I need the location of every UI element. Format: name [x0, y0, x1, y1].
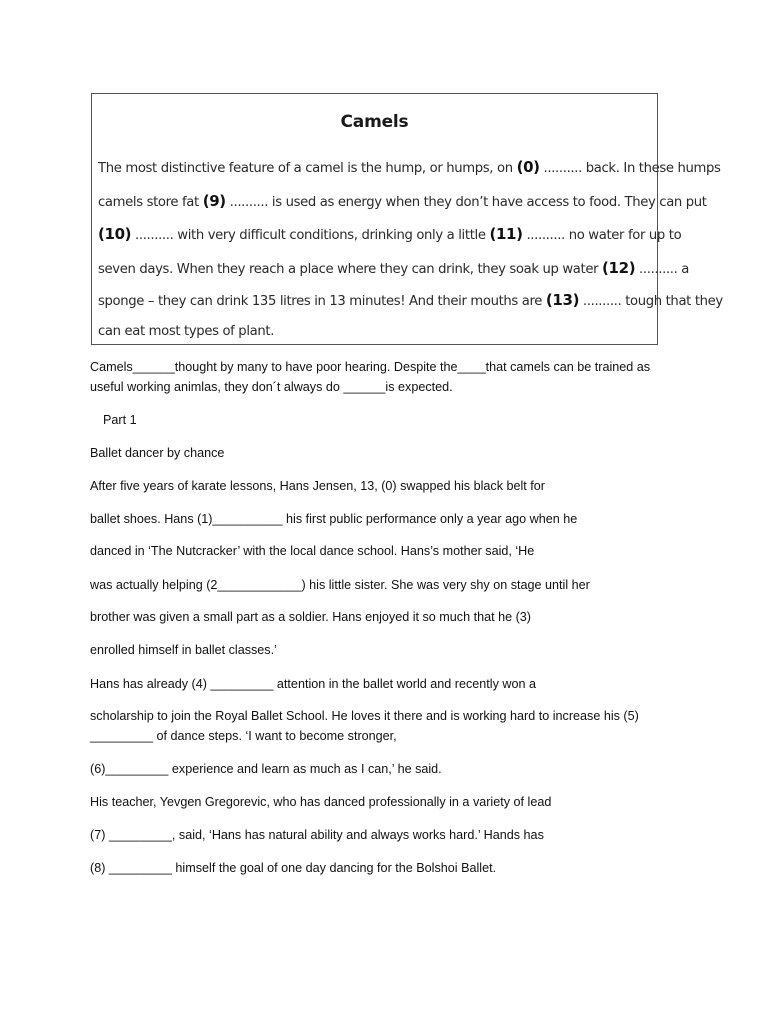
camels-line-6 [98, 324, 274, 339]
camels-text: .......... is used as energy when they don’t have access to food. They can put [225, 195, 707, 210]
camels-text: seven days. When they reach a place where they can drink, they soak up water [98, 262, 603, 277]
gap-number: (13) [545, 291, 580, 309]
ballet-line: _________ of dance steps. ‘I want to become stronger, [90, 729, 397, 743]
camels-text: .......... no water for up to [522, 228, 682, 243]
gap-number: (9) [202, 192, 226, 210]
ballet-line: scholarship to join the Royal Ballet School. He loves it there and is working hard to increase his (5) [90, 709, 639, 723]
camels-line-4 [98, 259, 689, 277]
camels-text: can eat most types of plant. [98, 324, 275, 339]
camels-line-5 [98, 291, 723, 309]
camels-text: .......... with very difficult conditions, drinking only a little [131, 228, 490, 243]
camels-text: .......... tough that they [579, 294, 723, 309]
camels-line-1 [98, 158, 721, 176]
part-label: Part 1 [103, 413, 137, 427]
ballet-line: ballet shoes. Hans (1)__________ his first public performance only a year ago when he [90, 512, 578, 526]
ballet-line: (6)_________ experience and learn as much as I can,’ he said. [90, 762, 442, 776]
gap-number: (0) [516, 158, 540, 176]
camels-text: .......... a [635, 262, 690, 277]
ballet-line: brother was given a small part as a soldier. Hans enjoyed it so much that he (3) [90, 610, 532, 624]
gap-number: (10) [98, 225, 132, 243]
camels-text: The most distinctive feature of a camel is the hump, or humps, on [98, 161, 517, 176]
ballet-line: (7) _________, said, ‘Hans has natural ability and always works hard.’ Hands has [90, 828, 544, 842]
camels-text: .......... back. In these humps [539, 161, 721, 176]
camels-line-2 [98, 192, 707, 210]
camels-exercise-image [91, 93, 723, 345]
ballet-line: was actually helping (2____________) his little sister. She was very shy on stage until her [90, 578, 590, 592]
camels-sentence-line-2: useful working animlas, they don´t always do ______is expected. [90, 380, 453, 394]
gap-number: (11) [489, 225, 523, 243]
ballet-line: After five years of karate lessons, Hans Jensen, 13, (0) swapped his black belt for [90, 479, 545, 493]
camels-text: sponge – they can drink 135 litres in 13 minutes! And their mouths are [98, 294, 546, 309]
ballet-line: enrolled himself in ballet classes.’ [90, 643, 277, 657]
ballet-line: His teacher, Yevgen Gregorevic, who has danced professionally in a variety of lead [90, 795, 552, 809]
gap-number: (12) [602, 259, 636, 277]
ballet-line: Hans has already (4) _________ attention in the ballet world and recently won a [90, 677, 536, 691]
camels-title: Camels [340, 112, 409, 132]
camels-line-3 [98, 225, 681, 243]
ballet-line: danced in ‘The Nutcracker’ with the local dance school. Hans’s mother said, ‘He [90, 544, 535, 558]
camels-sentence-line-1: Camels______thought by many to have poor hearing. Despite the____that camels can be trained as [90, 360, 651, 374]
ballet-title: Ballet dancer by chance [90, 446, 225, 460]
ballet-line: (8) _________ himself the goal of one day dancing for the Bolshoi Ballet. [90, 861, 497, 875]
camels-text: camels store fat [98, 195, 203, 210]
